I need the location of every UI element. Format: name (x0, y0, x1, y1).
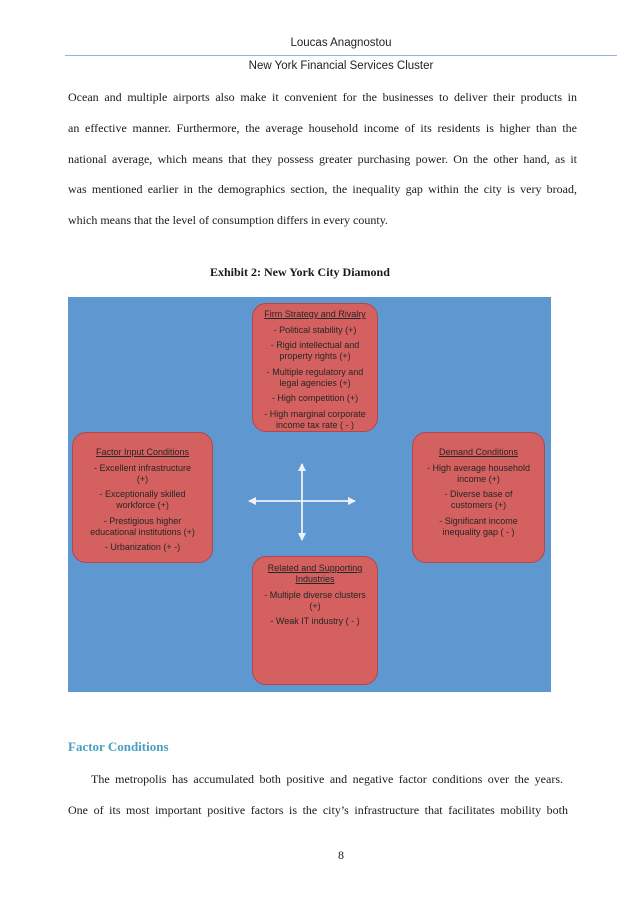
box-item-line: - Weak IT industry ( - ) (270, 616, 360, 626)
paragraph-line: The metropolis has accumulated both positive and negative factor conditions over the years. (91, 772, 563, 786)
header-document-title: New York Financial Services Cluster (248, 60, 434, 72)
box-item (413, 463, 544, 485)
box-heading-line: Related and Supporting (267, 563, 363, 573)
box-item-line: - Multiple regulatory and (266, 366, 364, 377)
box-item-line: (+) (136, 473, 149, 484)
box-item (73, 516, 212, 538)
box-item-line: - Excellent infrastructure (93, 462, 192, 473)
box-item-line: - Rigid intellectual and (270, 340, 360, 350)
box-item (253, 393, 377, 404)
box-item-line: - Urbanization (+ -) (104, 542, 181, 552)
exhibit-caption: Exhibit 2: New York City Diamond (210, 265, 390, 279)
box-item (73, 489, 212, 511)
box-item-line: customers (+) (450, 500, 507, 510)
page-number: 8 (338, 848, 344, 862)
box-factor-input-conditions (72, 432, 213, 563)
box-item-line: workforce (+) (116, 500, 169, 510)
box-item-line: educational institutions (+) (90, 526, 195, 537)
box-item-line: property rights (+) (279, 351, 351, 361)
paragraph-line: Ocean and multiple airports also make it convenient for the businesses to deliver their products in (68, 90, 577, 104)
box-item (413, 489, 544, 511)
box-heading (73, 447, 212, 458)
box-item-line: - Multiple diverse clusters (264, 589, 366, 600)
box-item-line: - Political stability (+) (273, 324, 357, 335)
box-item-line: - Significant income (439, 515, 518, 526)
paragraph-line: was mentioned earlier in the demographics section, the inequality gap within the city is very broad, (68, 182, 577, 196)
box-item (253, 367, 377, 389)
box-item-line: - Exceptionally skilled (99, 489, 186, 499)
box-demand-conditions (412, 432, 545, 563)
box-heading (253, 309, 377, 320)
box-item-line: income tax rate ( - ) (275, 419, 355, 430)
box-item-line: (+) (309, 600, 321, 611)
box-item-line: inequality gap ( - ) (442, 526, 515, 537)
box-heading-line: Demand Conditions (438, 447, 519, 457)
box-item (253, 340, 377, 362)
box-item-line: - High marginal corporate (264, 408, 366, 419)
header-author: Loucas Anagnostou (290, 37, 392, 49)
box-item-line: - High competition (+) (271, 393, 359, 403)
box-item (413, 516, 544, 538)
box-heading (413, 447, 544, 458)
box-heading-line: Factor Input Conditions (95, 447, 190, 457)
box-heading-line: Firm Strategy and Rivalry (264, 309, 366, 319)
box-item-line: legal agencies (+) (279, 377, 351, 388)
box-item (253, 590, 377, 612)
box-item-line: - Diverse base of (444, 489, 513, 499)
header-rule (65, 55, 617, 56)
diamond-diagram (68, 297, 551, 692)
paragraph-line: an effective manner. Furthermore, the average household income of its residents is higher than the (68, 121, 577, 135)
box-item-line: - Prestigious higher (103, 515, 182, 526)
box-item (253, 325, 377, 336)
section-heading: Factor Conditions (68, 739, 169, 754)
box-related-and-supporting-industries (252, 556, 378, 685)
paragraph-line: One of its most important positive factors is the city’s infrastructure that facilitates mobility both (68, 803, 568, 817)
box-item (73, 542, 212, 553)
box-item (253, 409, 377, 431)
box-item-line: income (+) (457, 473, 500, 484)
box-heading-line: Industries (295, 574, 335, 584)
box-firm-strategy-and-rivalry (252, 303, 378, 432)
box-item (73, 463, 212, 485)
paragraph-line: national average, which means that they possess greater purchasing power. On the other hand, as it (68, 152, 577, 166)
box-heading (253, 563, 377, 585)
box-item (253, 616, 377, 627)
box-item-line: - High average household (426, 462, 531, 473)
paragraph-line: which means that the level of consumption differs in every county. (68, 213, 388, 227)
